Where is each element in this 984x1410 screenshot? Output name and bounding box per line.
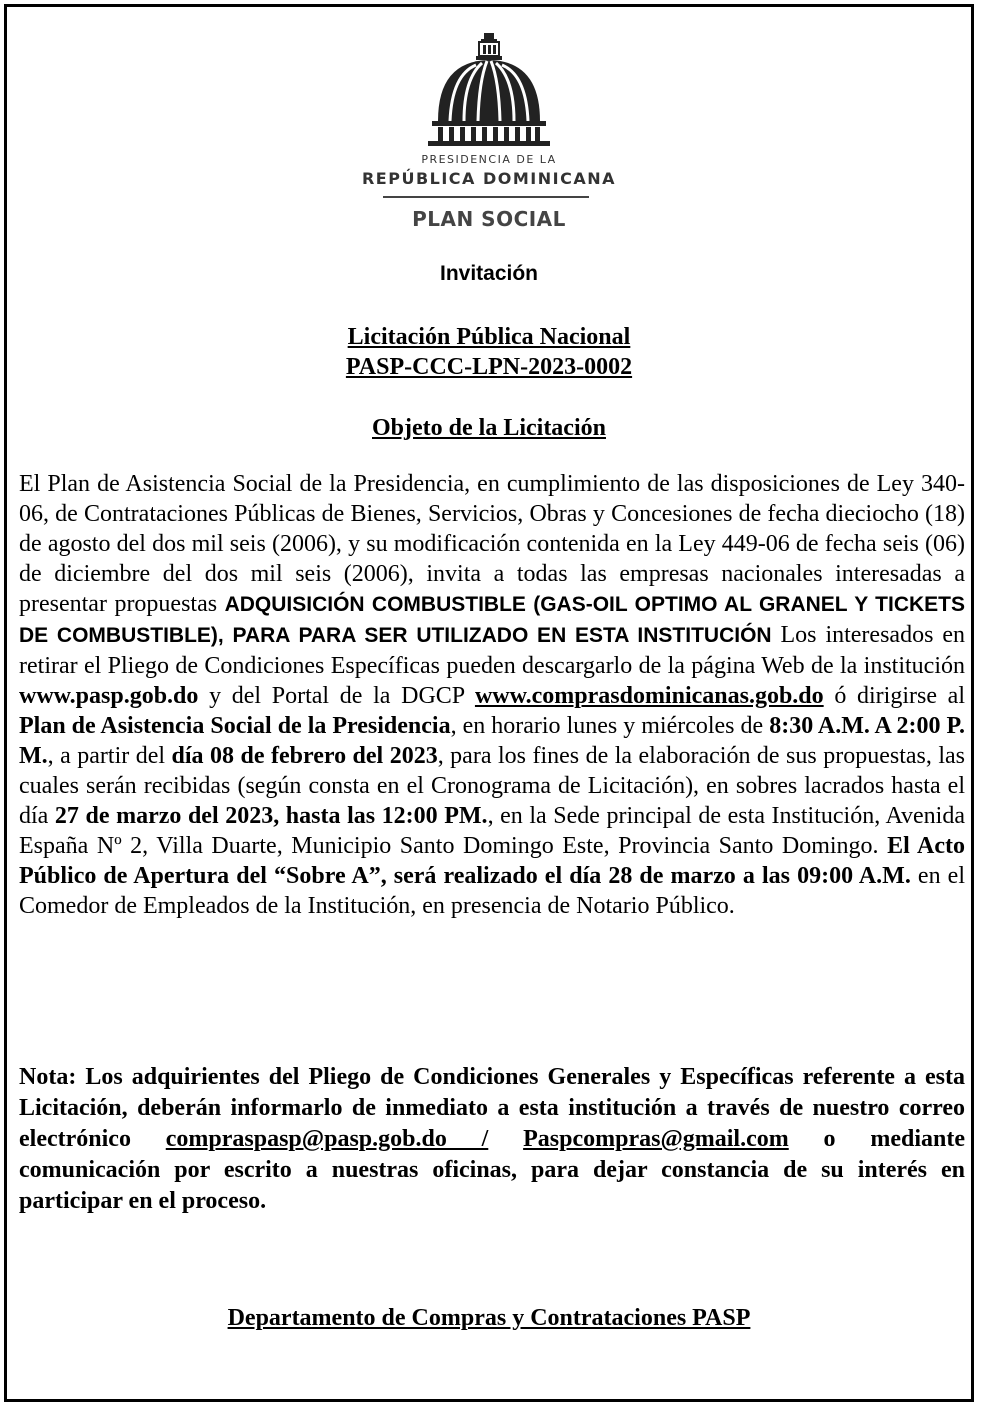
dome-emblem-icon	[424, 29, 554, 151]
logo-big-text: REPÚBLICA DOMINICANA	[361, 169, 616, 188]
office-hours: 8:30 A.M. A 2:00 P. M.	[19, 713, 966, 769]
dgcp-portal-link[interactable]: www.comprasdominicanas.gob.do	[474, 683, 824, 709]
body-text-8: , en la Sede principal de esta Institución, Avenida España Nº 2, Villa Duarte, Municipio Santo Domingo Este, Provincia Santo Domingo.	[19, 803, 965, 859]
email-link-secondary[interactable]: Paspcompras@gmail.com	[523, 1126, 789, 1152]
department-signature: Departamento de Compras y Contrataciones PASP	[227, 1305, 751, 1331]
body-text-3: y del Portal de la DGCP	[198, 683, 475, 709]
logo-program-name: PLAN SOCIAL	[412, 207, 566, 231]
document-title: Invitación	[439, 262, 539, 285]
logo-divider	[383, 196, 589, 198]
body-text-6: , a partir del	[47, 743, 172, 769]
body-text-7: , para los fines de la elaboración de sus propuestas, las cuales serán recibidas (según consta en el Cronograma de Licitación), en sobres lacrados hasta el día	[19, 743, 966, 829]
tender-object: ADQUISICIÓN COMBUSTIBLE (GAS-OIL OPTIMO AL GRANEL Y TICKETS DE COMBUSTIBLE), PARA PARA SER UTILIZADO EN ESTA INSTITUCIÓN	[19, 593, 965, 647]
note-space	[488, 1126, 523, 1152]
opening-act: El Acto Público de Apertura del “Sobre A”, será realizado el día 28 de marzo a las 09:00 A.M.	[19, 833, 965, 889]
body-text-5: , en horario lunes y miércoles de	[450, 713, 770, 739]
document-page	[4, 4, 974, 1402]
tender-object-heading: Objeto de la Licitación	[372, 415, 606, 441]
note-paragraph	[19, 1062, 965, 1217]
body-text-9: en el Comedor de Empleados de la Institución, en presencia de Notario Público.	[19, 863, 965, 919]
logo-small-text: PRESIDENCIA DE LA	[421, 153, 557, 166]
institution-name: Plan de Asistencia Social de la Presidencia	[19, 713, 451, 739]
tender-type-heading: Licitación Pública Nacional	[347, 324, 631, 350]
institution-website-link[interactable]: www.pasp.gob.do	[19, 683, 199, 709]
tender-code-heading: PASP-CCC-LPN-2023-0002	[345, 354, 633, 380]
body-paragraph	[19, 469, 965, 921]
email-link-primary[interactable]: compraspasp@pasp.gob.do /	[165, 1126, 489, 1152]
body-text-2: Los interesados en retirar el Pliego de Condiciones Específicas pueden descargarlo de la página Web de la institución	[19, 622, 965, 679]
body-text-1: El Plan de Asistencia Social de la Presidencia, en cumplimiento de las disposiciones de Ley 340-06, de Contrataciones Públicas de Bienes, Servicios, Obras y Concesiones de fecha dieciocho (18) de agosto del dos mil seis (2006), y su modificación contenida en la Ley 449-06 de fecha seis (06) de diciembre del dos mil seis (2006), invita a todas las empresas nacionales interesadas a presentar propuestas	[19, 471, 965, 617]
note-text-1: Nota: Los adquirientes del Pliego de Condiciones Generales y Específicas referente a esta Licitación, deberán informarlo de inmediato a esta institución a través de nuestro correo electrónico	[19, 1064, 965, 1152]
body-text-4: ó dirigirse al	[823, 683, 966, 709]
note-text-2: o mediante comunicación por escrito a nuestras oficinas, para dejar constancia de su interés en participar en el proceso.	[19, 1126, 966, 1214]
submission-deadline: 27 de marzo del 2023, hasta las 12:00 PM.	[54, 803, 488, 829]
start-date: día 08 de febrero del 2023	[171, 743, 438, 769]
